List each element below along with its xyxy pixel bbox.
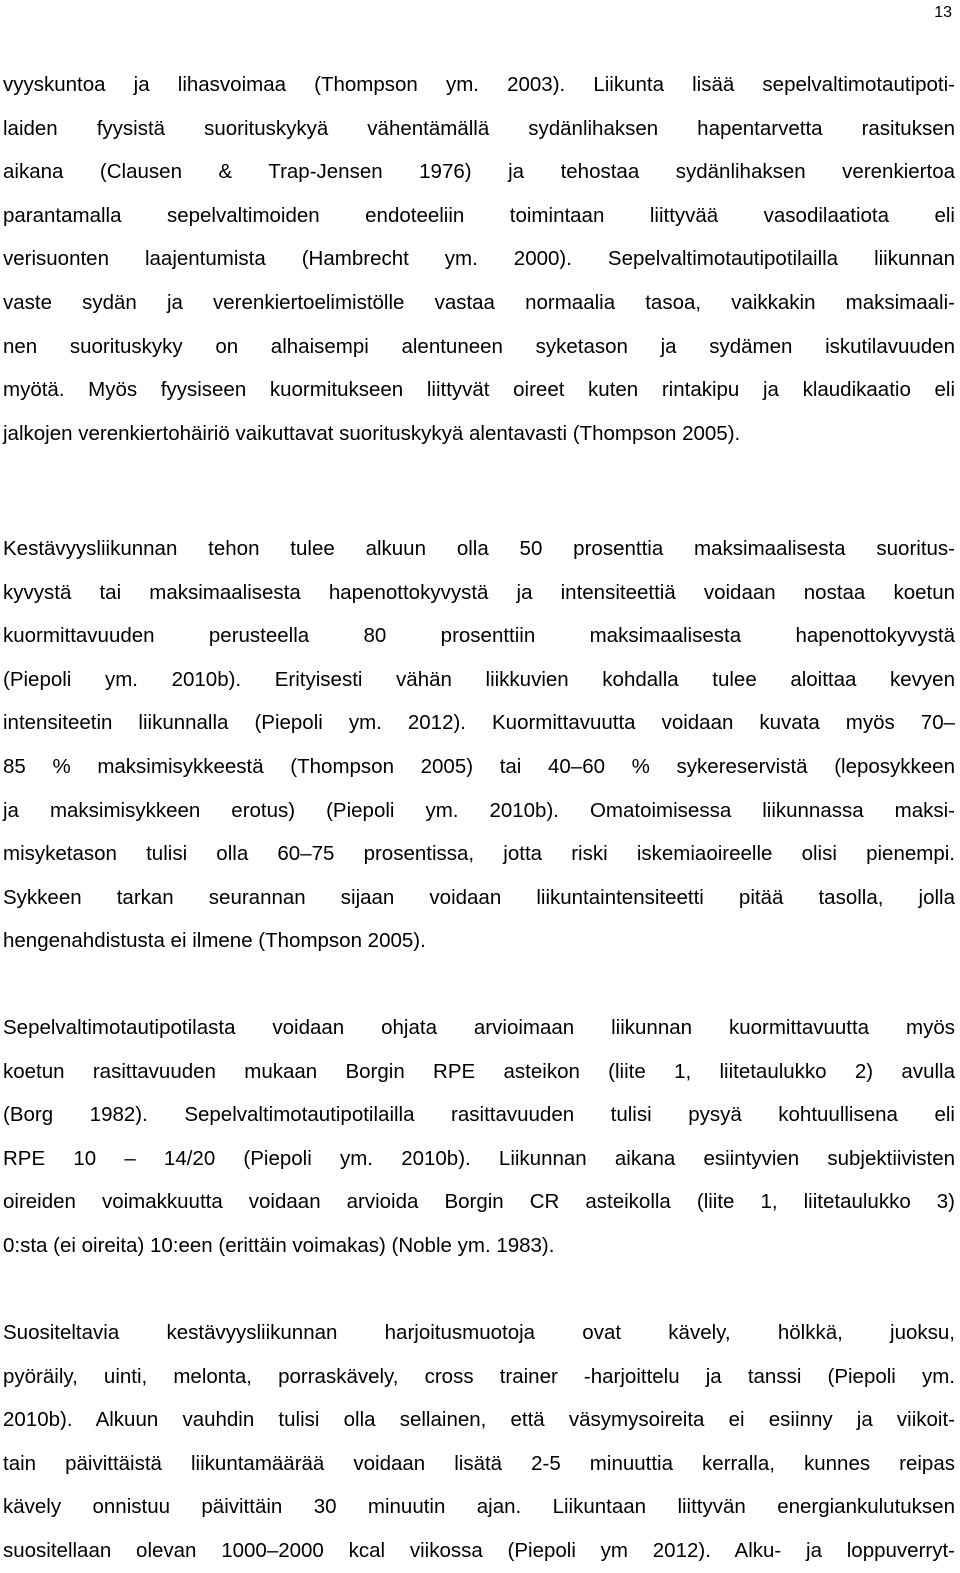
text-line: 85 % maksimisykkeestä (Thompson 2005) tai 40–60 % sykereservistä (leposykkeen <box>3 754 955 778</box>
text-line: ja maksimisykkeen erotus) (Piepoli ym. 2010b). Omatoimisessa liikunnassa maksi- <box>3 798 955 822</box>
page-number: 13 <box>934 4 952 21</box>
text-line: vaste sydän ja verenkiertoelimistölle vastaa normaalia tasoa, vaikkakin maksimaali- <box>3 290 955 314</box>
text-line: koetun rasittavuuden mukaan Borgin RPE asteikon (liite 1, liitetaulukko 2) avulla <box>3 1059 955 1083</box>
text-line: tain päivittäistä liikuntamäärää voidaan lisätä 2-5 minuuttia kerralla, kunnes reipas <box>3 1451 955 1475</box>
text-line: Suositeltavia kestävyysliikunnan harjoitusmuotoja ovat kävely, hölkkä, juoksu, <box>3 1321 955 1344</box>
text-line: misyketason tulisi olla 60–75 prosentissa, jotta riski iskemiaoireelle olisi pienempi. <box>3 842 955 866</box>
text-line: Sepelvaltimotautipotilasta voidaan ohjata arvioimaan liikunnan kuormittavuutta myös <box>3 1016 955 1039</box>
text-line: parantamalla sepelvaltimoiden endoteeliin toimintaan liittyvää vasodilaatiota eli <box>3 203 955 227</box>
text-line: (Piepoli ym. 2010b). Erityisesti vähän liikkuvien kohdalla tulee aloittaa kevyen <box>3 667 955 691</box>
text-line: 0:sta (ei oireita) 10:een (erittäin voimakas) (Noble ym. 1983). <box>3 1233 555 1257</box>
text-line: hengenahdistusta ei ilmene (Thompson 2005). <box>3 929 426 953</box>
text-line: Sykkeen tarkan seurannan sijaan voidaan liikuntaintensiteetti pitää tasolla, jolla <box>3 885 955 909</box>
text-line: suositellaan olevan 1000–2000 kcal viikossa (Piepoli ym 2012). Alku- ja loppuverryt- <box>3 1538 955 1562</box>
text-line: intensiteetin liikunnalla (Piepoli ym. 2012). Kuormittavuutta voidaan kuvata myös 70– <box>3 711 955 735</box>
paragraph-3 <box>3 1006 955 1268</box>
text-line: aikana (Clausen & Trap-Jensen 1976) ja tehostaa sydänlihaksen verenkiertoa <box>3 160 955 184</box>
paragraph-2 <box>3 527 955 963</box>
text-line: Kestävyysliikunnan tehon tulee alkuun olla 50 prosenttia maksimaalisesta suoritus- <box>3 537 955 560</box>
text-line: laiden fyysistä suorituskykyä vähentämällä sydänlihaksen hapentarvetta rasituksen <box>3 116 955 140</box>
text-line: kuormittavuuden perusteella 80 prosenttiin maksimaalisesta hapenottokyvystä <box>3 624 955 648</box>
text-line: kävely onnistuu päivittäin 30 minuutin ajan. Liikuntaan liittyvän energiankulutuksen <box>3 1495 955 1519</box>
paragraph-1 <box>3 63 955 455</box>
text-line: vyyskuntoa ja lihasvoimaa (Thompson ym. 2003). Liikunta lisää sepelvaltimotautipoti- <box>3 73 955 96</box>
text-line: jalkojen verenkiertohäiriö vaikuttavat suorituskykyä alentavasti (Thompson 2005). <box>3 421 741 445</box>
text-line: verisuonten laajentumista (Hambrecht ym. 2000). Sepelvaltimotautipotilailla liikunnan <box>3 247 955 271</box>
text-line: (Borg 1982). Sepelvaltimotautipotilailla rasittavuuden tulisi pysyä kohtuullisena eli <box>3 1103 955 1127</box>
text-line: myötä. Myös fyysiseen kuormitukseen liittyvät oireet kuten rintakipu ja klaudikaatio eli <box>3 378 955 402</box>
text-line: oireiden voimakkuutta voidaan arvioida Borgin CR asteikolla (liite 1, liitetaulukko 3) <box>3 1190 955 1214</box>
paragraph-4 <box>3 1311 955 1573</box>
text-line: kyvystä tai maksimaalisesta hapenottokyvystä ja intensiteettiä voidaan nostaa koetun <box>3 580 955 604</box>
text-line: RPE 10 – 14/20 (Piepoli ym. 2010b). Liikunnan aikana esiintyvien subjektiivisten <box>3 1146 955 1170</box>
text-line: pyöräily, uinti, melonta, porraskävely, cross trainer -harjoittelu ja tanssi (Piepoli ym. <box>3 1364 955 1388</box>
text-line: 2010b). Alkuun vauhdin tulisi olla sellainen, että väsymysoireita ei esiinny ja viikoit- <box>3 1408 955 1432</box>
text-line: nen suorituskyky on alhaisempi alentuneen syketason ja sydämen iskutilavuuden <box>3 334 955 358</box>
